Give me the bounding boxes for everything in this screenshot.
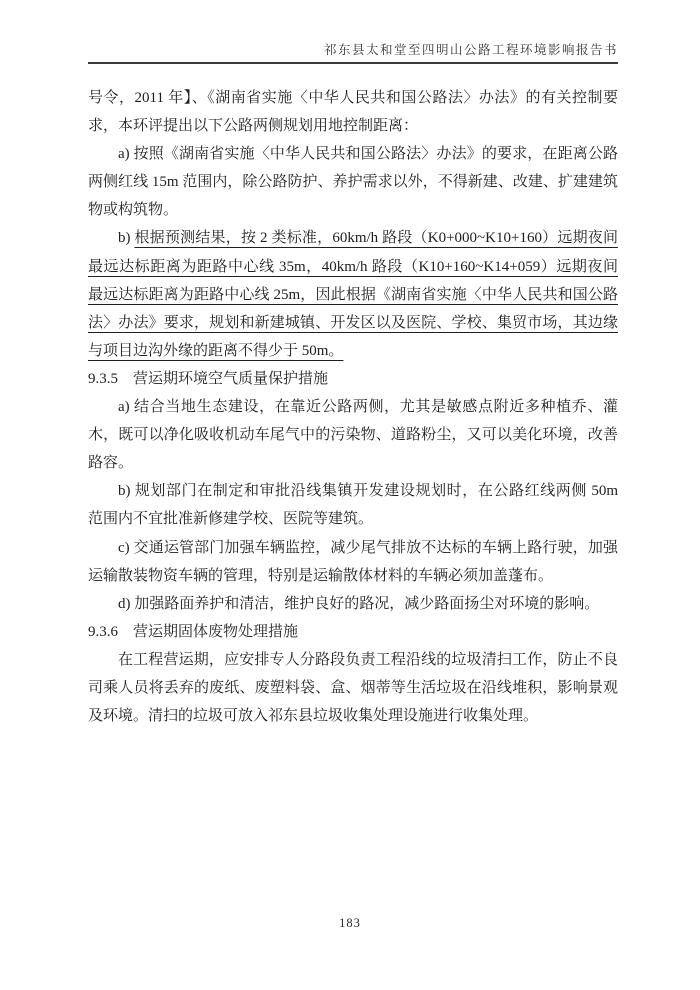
paragraph-prefix: b) [118, 230, 135, 247]
paragraph-text: 9.3.6 营运期固体废物处理措施 [88, 623, 299, 640]
paragraph-text: a) 按照《湖南省实施〈中华人民共和国公路法〉办法》的要求，在距离公路两侧红线 15m 范围内，除公路防护、养护需求以外，不得新建、改建、扩建建筑物或构筑物。 [88, 146, 618, 219]
paragraph [88, 534, 618, 590]
page-number: 183 [339, 916, 361, 930]
paragraph-text: 9.3.5 营运期环境空气质量保护措施 [88, 370, 329, 387]
section-heading [88, 365, 618, 393]
paragraph [88, 646, 618, 730]
paragraph [88, 224, 618, 364]
page-footer [0, 914, 700, 932]
paragraph [88, 393, 618, 477]
paragraph [88, 140, 618, 224]
paragraph [88, 477, 618, 533]
page-header [88, 40, 618, 64]
paragraph-text: b) 规划部门在制定和审批沿线集镇开发建设规划时，在公路红线两侧 50m 范围内不宜批准新修建学校、医院等建筑。 [88, 483, 618, 528]
section-heading [88, 618, 618, 646]
paragraph-text: 在工程营运期，应安排专人分路段负责工程沿线的垃圾清扫工作，防止不良司乘人员将丢弃的废纸、废塑料袋、盒、烟蒂等生活垃圾在沿线堆积，影响景观及环境。清扫的垃圾可放入祁东县垃圾收集处理设施进行收集处理。 [88, 651, 618, 725]
paragraph-text: d) 加强路面养护和清洁，维护良好的路况，减少路面扬尘对环境的影响。 [118, 595, 600, 612]
paragraph-text: a) 结合当地生态建设，在靠近公路两侧，尤其是敏感点附近多种植乔、灌木，既可以净化吸收机动车尾气中的污染物、道路粉尘，又可以美化环境，改善路容。 [88, 399, 618, 472]
paragraph [88, 84, 618, 140]
paragraph [88, 590, 618, 618]
paragraph-text: c) 交通运管部门加强车辆监控，减少尾气排放不达标的车辆上路行驶，加强运输散装物资车辆的管理，特别是运输散体材料的车辆必须加盖蓬布。 [88, 539, 618, 584]
document-body [88, 84, 618, 730]
paragraph-text: 号令，2011 年】、《湖南省实施〈中华人民共和国公路法〉办法》的有关控制要求，本环评提出以下公路两侧规划用地控制距离： [88, 90, 618, 135]
paragraph-text: 根据预测结果，按 2 类标准，60km/h 路段（K0+000~K10+160）远期夜间最远达标距离为距路中心线 35m，40km/h 路段（K10+160~K14+059）远期夜间最远达标距离为距路中心线 25m，因此根据《湖南省实施〈中华人民共和国公路法〉办法》要求，规划和新建城镇、开发区以及医院、学校、集贸市场，其边缘与项目边沟外缘的距离不得少于 50m。 [88, 230, 618, 359]
header-title: 祁东县太和堂至四明山公路工程环境影响报告书 [323, 43, 618, 57]
